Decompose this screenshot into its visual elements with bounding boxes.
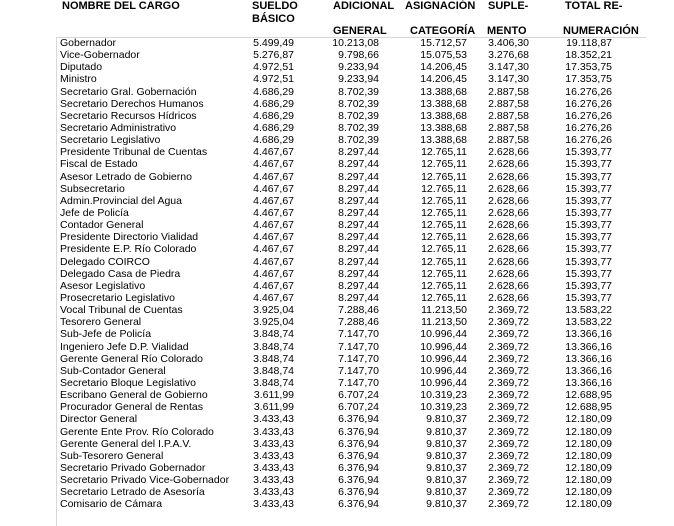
table-row xyxy=(0,37,674,49)
cell-asignacion-categoria: 11.213,50 xyxy=(421,304,467,317)
table-row xyxy=(0,426,674,438)
cell-sueldo-basico: 4.686,29 xyxy=(253,121,294,134)
cell-sueldo-basico: 4.972,51 xyxy=(253,61,294,74)
cell-suplemento: 2.887,58 xyxy=(488,121,529,134)
cell-adicional-general: 7.288,46 xyxy=(338,316,379,329)
table-row xyxy=(0,256,674,268)
cell-asignacion-categoria: 15.712,57 xyxy=(420,37,467,49)
cell-total-remuneracion: 15.393,77 xyxy=(565,219,612,232)
cell-cargo: Escribano General de Gobierno xyxy=(60,389,208,402)
cell-asignacion-categoria: 12.765,11 xyxy=(421,255,467,268)
cell-asignacion-categoria: 10.996,44 xyxy=(420,364,467,377)
cell-cargo: Admin.Provincial del Agua xyxy=(60,194,182,207)
cell-suplemento: 2.628,66 xyxy=(488,291,529,304)
cell-cargo: Delegado COIRCO xyxy=(60,255,150,268)
cell-cargo: Secretario Privado Gobernador xyxy=(60,461,206,474)
header-total-re: TOTAL RE- xyxy=(565,0,623,12)
cell-adicional-general: 6.376,94 xyxy=(338,474,379,487)
cell-sueldo-basico: 3.848,74 xyxy=(253,376,294,389)
cell-asignacion-categoria: 12.765,11 xyxy=(421,219,467,232)
cell-sueldo-basico: 4.467,67 xyxy=(253,291,294,304)
cell-sueldo-basico: 3.433,43 xyxy=(253,498,294,511)
cell-cargo: Ministro xyxy=(60,73,97,86)
cell-sueldo-basico: 3.925,04 xyxy=(253,316,294,329)
table-row xyxy=(0,401,674,413)
cell-adicional-general: 8.702,39 xyxy=(338,85,379,98)
cell-suplemento: 2.628,66 xyxy=(488,194,529,207)
cell-sueldo-basico: 4.686,29 xyxy=(253,85,294,98)
cell-cargo: Sub-Jefe de Policía xyxy=(60,328,152,341)
cell-total-remuneracion: 16.276,26 xyxy=(565,85,612,98)
cell-suplemento: 2.628,66 xyxy=(488,158,529,171)
cell-suplemento: 2.887,58 xyxy=(488,134,529,147)
cell-asignacion-categoria: 12.765,11 xyxy=(421,170,467,183)
cell-suplemento: 2.369,72 xyxy=(488,376,529,389)
cell-asignacion-categoria: 10.996,44 xyxy=(420,328,467,341)
cell-cargo: Presidente Tribunal de Cuentas xyxy=(60,146,208,159)
cell-asignacion-categoria: 14.206,45 xyxy=(420,61,467,74)
cell-adicional-general: 8.702,39 xyxy=(338,121,379,134)
cell-cargo: Gerente General Río Colorado xyxy=(60,352,203,365)
table-row xyxy=(0,110,674,122)
table-row xyxy=(0,134,674,146)
cell-suplemento: 2.369,72 xyxy=(488,340,529,353)
cell-cargo: Ingeniero Jefe D.P. Vialidad xyxy=(60,340,189,353)
cell-asignacion-categoria: 9.810,37 xyxy=(426,486,467,499)
cell-suplemento: 2.369,72 xyxy=(488,486,529,499)
cell-total-remuneracion: 12.180,09 xyxy=(565,449,612,462)
cell-adicional-general: 6.376,94 xyxy=(338,498,379,511)
cell-total-remuneracion: 13.366,16 xyxy=(565,352,612,365)
cell-suplemento: 2.369,72 xyxy=(488,401,529,414)
cell-cargo: Delegado Casa de Piedra xyxy=(60,267,181,280)
cell-asignacion-categoria: 12.765,11 xyxy=(421,279,467,292)
cell-cargo: Sub-Tesorero General xyxy=(60,449,164,462)
cell-asignacion-categoria: 15.075,53 xyxy=(420,49,467,62)
cell-suplemento: 3.406,30 xyxy=(488,37,529,49)
cell-cargo: Secretario Legislativo xyxy=(60,134,161,147)
cell-suplemento: 2.369,72 xyxy=(488,449,529,462)
cell-suplemento: 3.147,30 xyxy=(488,61,529,74)
cell-sueldo-basico: 3.433,43 xyxy=(253,449,294,462)
table-row xyxy=(0,413,674,425)
cell-total-remuneracion: 15.393,77 xyxy=(565,279,612,292)
cell-suplemento: 2.628,66 xyxy=(488,255,529,268)
table-row xyxy=(0,377,674,389)
cell-total-remuneracion: 12.180,09 xyxy=(565,425,612,438)
cell-suplemento: 2.628,66 xyxy=(488,146,529,159)
header-mento: MENTO xyxy=(487,25,527,37)
cell-sueldo-basico: 3.433,43 xyxy=(253,461,294,474)
cell-cargo: Comisario de Cámara xyxy=(60,498,163,511)
cell-total-remuneracion: 15.393,77 xyxy=(565,206,612,219)
cell-asignacion-categoria: 9.810,37 xyxy=(426,474,467,487)
table-row xyxy=(0,316,674,328)
cell-sueldo-basico: 3.433,43 xyxy=(253,437,294,450)
cell-cargo: Gerente Ente Prov. Río Colorado xyxy=(60,425,214,438)
cell-suplemento: 2.369,72 xyxy=(488,425,529,438)
cell-adicional-general: 8.297,44 xyxy=(338,158,379,171)
cell-adicional-general: 8.702,39 xyxy=(338,109,379,122)
cell-suplemento: 2.628,66 xyxy=(488,267,529,280)
cell-adicional-general: 9.233,94 xyxy=(338,73,379,86)
cell-sueldo-basico: 4.467,67 xyxy=(253,267,294,280)
table-row xyxy=(0,73,674,85)
cell-cargo: Presidente Directorio Vialidad xyxy=(60,231,199,244)
cell-suplemento: 2.887,58 xyxy=(488,109,529,122)
table-row xyxy=(0,171,674,183)
cell-asignacion-categoria: 9.810,37 xyxy=(426,425,467,438)
cell-total-remuneracion: 12.180,09 xyxy=(565,474,612,487)
cell-adicional-general: 7.147,70 xyxy=(338,340,379,353)
cell-total-remuneracion: 15.393,77 xyxy=(565,231,612,244)
header-categoria: CATEGORÍA xyxy=(410,25,476,37)
table-row xyxy=(0,231,674,243)
cell-sueldo-basico: 4.686,29 xyxy=(253,134,294,147)
cell-sueldo-basico: 4.467,67 xyxy=(253,279,294,292)
cell-total-remuneracion: 13.366,16 xyxy=(565,364,612,377)
cell-sueldo-basico: 3.848,74 xyxy=(253,364,294,377)
cell-adicional-general: 8.297,44 xyxy=(338,219,379,232)
cell-sueldo-basico: 4.467,67 xyxy=(253,194,294,207)
cell-adicional-general: 7.147,70 xyxy=(338,328,379,341)
cell-sueldo-basico: 4.686,29 xyxy=(253,109,294,122)
cell-total-remuneracion: 12.180,09 xyxy=(565,486,612,499)
table-row xyxy=(0,438,674,450)
cell-total-remuneracion: 15.393,77 xyxy=(565,267,612,280)
cell-total-remuneracion: 15.393,77 xyxy=(565,291,612,304)
table-row xyxy=(0,462,674,474)
cell-total-remuneracion: 12.180,09 xyxy=(565,437,612,450)
cell-total-remuneracion: 12.688,95 xyxy=(565,389,612,402)
cell-adicional-general: 10.213,08 xyxy=(332,37,379,49)
cell-asignacion-categoria: 12.765,11 xyxy=(421,194,467,207)
cell-asignacion-categoria: 9.810,37 xyxy=(426,461,467,474)
table-row xyxy=(0,280,674,292)
table-row xyxy=(0,389,674,401)
cell-asignacion-categoria: 10.319,23 xyxy=(420,401,467,414)
cell-cargo: Presidente E.P. Río Colorado xyxy=(60,243,197,256)
cell-suplemento: 3.147,30 xyxy=(488,73,529,86)
table-row xyxy=(0,49,674,61)
cell-suplemento: 2.628,66 xyxy=(488,182,529,195)
cell-suplemento: 2.628,66 xyxy=(488,219,529,232)
cell-total-remuneracion: 16.276,26 xyxy=(565,109,612,122)
cell-adicional-general: 8.297,44 xyxy=(338,255,379,268)
cell-sueldo-basico: 3.848,74 xyxy=(253,328,294,341)
cell-adicional-general: 8.702,39 xyxy=(338,97,379,110)
cell-total-remuneracion: 19.118,87 xyxy=(566,37,612,49)
cell-adicional-general: 7.147,70 xyxy=(338,352,379,365)
cell-total-remuneracion: 18.352,21 xyxy=(565,49,612,62)
table-row xyxy=(0,158,674,170)
cell-adicional-general: 8.297,44 xyxy=(338,182,379,195)
cell-asignacion-categoria: 12.765,11 xyxy=(421,146,467,159)
cell-adicional-general: 8.297,44 xyxy=(338,267,379,280)
header-nombre-del-cargo: NOMBRE DEL CARGO xyxy=(62,0,180,12)
cell-adicional-general: 9.233,94 xyxy=(338,61,379,74)
cell-suplemento: 2.369,72 xyxy=(488,352,529,365)
cell-total-remuneracion: 15.393,77 xyxy=(565,255,612,268)
cell-total-remuneracion: 12.180,09 xyxy=(565,498,612,511)
cell-suplemento: 2.887,58 xyxy=(488,97,529,110)
table-row xyxy=(0,474,674,486)
cell-cargo: Gerente General del I.P.A.V. xyxy=(60,437,192,450)
cell-sueldo-basico: 3.848,74 xyxy=(253,340,294,353)
table-row xyxy=(0,328,674,340)
cell-suplemento: 2.628,66 xyxy=(488,279,529,292)
cell-cargo: Secretario Gral. Gobernación xyxy=(60,85,197,98)
cell-suplemento: 2.369,72 xyxy=(488,461,529,474)
cell-cargo: Vocal Tribunal de Cuentas xyxy=(60,304,183,317)
cell-cargo: Secretario Administrativo xyxy=(60,121,177,134)
cell-sueldo-basico: 4.467,67 xyxy=(253,243,294,256)
cell-suplemento: 2.628,66 xyxy=(488,243,529,256)
cell-asignacion-categoria: 10.319,23 xyxy=(420,389,467,402)
cell-cargo: Secretario Privado Vice-Gobernador xyxy=(60,474,230,487)
table-row xyxy=(0,219,674,231)
cell-total-remuneracion: 13.583,22 xyxy=(565,304,612,317)
header-general: GENERAL xyxy=(333,25,387,37)
cell-cargo: Secretario Recursos Hídricos xyxy=(60,109,197,122)
cell-total-remuneracion: 16.276,26 xyxy=(565,134,612,147)
cell-sueldo-basico: 3.611,99 xyxy=(253,401,294,414)
table-row xyxy=(0,292,674,304)
cell-asignacion-categoria: 12.765,11 xyxy=(421,158,467,171)
cell-sueldo-basico: 3.848,74 xyxy=(253,352,294,365)
cell-sueldo-basico: 4.686,29 xyxy=(253,97,294,110)
cell-asignacion-categoria: 13.388,68 xyxy=(420,134,467,147)
cell-adicional-general: 6.376,94 xyxy=(338,486,379,499)
cell-asignacion-categoria: 14.206,45 xyxy=(420,73,467,86)
cell-sueldo-basico: 3.611,99 xyxy=(253,389,294,402)
cell-adicional-general: 7.147,70 xyxy=(338,364,379,377)
header-asignacion: ASIGNACIÓN xyxy=(405,0,476,12)
cell-asignacion-categoria: 12.765,11 xyxy=(421,182,467,195)
cell-adicional-general: 6.376,94 xyxy=(338,449,379,462)
cell-suplemento: 2.369,72 xyxy=(488,364,529,377)
cell-total-remuneracion: 15.393,77 xyxy=(565,158,612,171)
cell-total-remuneracion: 16.276,26 xyxy=(565,97,612,110)
cell-adicional-general: 8.297,44 xyxy=(338,243,379,256)
cell-suplemento: 2.369,72 xyxy=(488,304,529,317)
cell-asignacion-categoria: 13.388,68 xyxy=(420,97,467,110)
cell-asignacion-categoria: 10.996,44 xyxy=(420,352,467,365)
cell-asignacion-categoria: 9.810,37 xyxy=(426,498,467,511)
cell-asignacion-categoria: 13.388,68 xyxy=(420,109,467,122)
cell-cargo: Prosecretario Legislativo xyxy=(60,291,175,304)
table-row xyxy=(0,498,674,510)
cell-cargo: Secretario Derechos Humanos xyxy=(60,97,204,110)
cell-asignacion-categoria: 12.765,11 xyxy=(421,231,467,244)
cell-asignacion-categoria: 10.996,44 xyxy=(420,340,467,353)
cell-adicional-general: 6.376,94 xyxy=(338,461,379,474)
table-row xyxy=(0,61,674,73)
cell-suplemento: 2.628,66 xyxy=(488,206,529,219)
cell-total-remuneracion: 12.180,09 xyxy=(565,461,612,474)
cell-sueldo-basico: 4.467,67 xyxy=(253,170,294,183)
table-row xyxy=(0,183,674,195)
table-row xyxy=(0,122,674,134)
cell-asignacion-categoria: 12.765,11 xyxy=(421,267,467,280)
cell-total-remuneracion: 12.180,09 xyxy=(565,413,612,426)
table-row xyxy=(0,304,674,316)
cell-cargo: Sub-Contador General xyxy=(60,364,166,377)
cell-cargo: Asesor Legislativo xyxy=(60,279,146,292)
cell-suplemento: 2.369,72 xyxy=(488,316,529,329)
cell-adicional-general: 6.376,94 xyxy=(338,413,379,426)
cell-adicional-general: 8.702,39 xyxy=(338,134,379,147)
cell-cargo: Vice-Gobernador xyxy=(60,49,140,62)
cell-cargo: Jefe de Policía xyxy=(60,206,129,219)
cell-suplemento: 2.369,72 xyxy=(488,474,529,487)
cell-cargo: Asesor Letrado de Gobierno xyxy=(60,170,192,183)
cell-asignacion-categoria: 11.213,50 xyxy=(421,316,467,329)
cell-asignacion-categoria: 12.765,11 xyxy=(421,291,467,304)
cell-total-remuneracion: 15.393,77 xyxy=(565,194,612,207)
cell-adicional-general: 8.297,44 xyxy=(338,146,379,159)
cell-adicional-general: 6.707,24 xyxy=(338,401,379,414)
cell-total-remuneracion: 15.393,77 xyxy=(565,146,612,159)
cell-asignacion-categoria: 13.388,68 xyxy=(420,85,467,98)
cell-cargo: Procurador General de Rentas xyxy=(60,401,203,414)
cell-total-remuneracion: 12.688,95 xyxy=(565,401,612,414)
cell-sueldo-basico: 4.467,67 xyxy=(253,158,294,171)
cell-total-remuneracion: 16.276,26 xyxy=(565,121,612,134)
cell-total-remuneracion: 17.353,75 xyxy=(565,73,612,86)
cell-total-remuneracion: 15.393,77 xyxy=(565,170,612,183)
cell-suplemento: 2.369,72 xyxy=(488,328,529,341)
table-row xyxy=(0,195,674,207)
table-row xyxy=(0,243,674,255)
cell-cargo: Director General xyxy=(60,413,138,426)
cell-sueldo-basico: 4.467,67 xyxy=(253,219,294,232)
cell-sueldo-basico: 5.276,87 xyxy=(253,49,294,62)
cell-adicional-general: 7.288,46 xyxy=(338,304,379,317)
cell-adicional-general: 9.798,66 xyxy=(338,49,379,62)
cell-cargo: Subsecretario xyxy=(60,182,125,195)
cell-sueldo-basico: 3.433,43 xyxy=(253,474,294,487)
table-row xyxy=(0,486,674,498)
cell-adicional-general: 8.297,44 xyxy=(338,279,379,292)
cell-sueldo-basico: 4.467,67 xyxy=(253,182,294,195)
cell-adicional-general: 8.297,44 xyxy=(338,291,379,304)
cell-adicional-general: 8.297,44 xyxy=(338,194,379,207)
table-row xyxy=(0,98,674,110)
cell-asignacion-categoria: 12.765,11 xyxy=(421,243,467,256)
cell-total-remuneracion: 15.393,77 xyxy=(565,243,612,256)
table-row xyxy=(0,365,674,377)
cell-cargo: Diputado xyxy=(60,61,103,74)
cell-cargo: Gobernador xyxy=(60,37,117,49)
table-row xyxy=(0,146,674,158)
header-basico: BÁSICO xyxy=(252,13,295,25)
cell-total-remuneracion: 15.393,77 xyxy=(565,182,612,195)
cell-asignacion-categoria: 9.810,37 xyxy=(426,449,467,462)
cell-adicional-general: 8.297,44 xyxy=(338,206,379,219)
header-adicional: ADICIONAL xyxy=(333,0,395,12)
table-row xyxy=(0,86,674,98)
cell-sueldo-basico: 4.467,67 xyxy=(253,231,294,244)
cell-sueldo-basico: 3.433,43 xyxy=(253,425,294,438)
cell-adicional-general: 8.297,44 xyxy=(338,231,379,244)
cell-asignacion-categoria: 9.810,37 xyxy=(426,437,467,450)
cell-sueldo-basico: 4.467,67 xyxy=(253,146,294,159)
cell-asignacion-categoria: 9.810,37 xyxy=(426,413,467,426)
cell-suplemento: 3.276,68 xyxy=(488,49,529,62)
cell-adicional-general: 6.376,94 xyxy=(338,437,379,450)
cell-total-remuneracion: 13.366,16 xyxy=(565,376,612,389)
cell-adicional-general: 8.297,44 xyxy=(338,170,379,183)
cell-suplemento: 2.369,72 xyxy=(488,413,529,426)
table-row xyxy=(0,207,674,219)
cell-asignacion-categoria: 13.388,68 xyxy=(420,121,467,134)
cell-sueldo-basico: 4.972,51 xyxy=(253,73,294,86)
cell-sueldo-basico: 3.433,43 xyxy=(253,413,294,426)
cell-sueldo-basico: 4.467,67 xyxy=(253,255,294,268)
cell-total-remuneracion: 17.353,75 xyxy=(565,61,612,74)
cell-cargo: Tesorero General xyxy=(60,316,142,329)
cell-adicional-general: 7.147,70 xyxy=(338,376,379,389)
cell-adicional-general: 6.707,24 xyxy=(338,389,379,402)
cell-suplemento: 2.369,72 xyxy=(488,437,529,450)
header-sueldo: SUELDO xyxy=(252,0,298,12)
cell-total-remuneracion: 13.366,16 xyxy=(565,328,612,341)
cell-cargo: Fiscal de Estado xyxy=(60,158,138,171)
cell-suplemento: 2.369,72 xyxy=(488,389,529,402)
cell-sueldo-basico: 5.499,49 xyxy=(253,37,294,49)
cell-asignacion-categoria: 10.996,44 xyxy=(420,376,467,389)
cell-sueldo-basico: 3.433,43 xyxy=(253,486,294,499)
cell-cargo: Secretario Bloque Legislativo xyxy=(60,376,196,389)
cell-suplemento: 2.628,66 xyxy=(488,170,529,183)
cell-total-remuneracion: 13.583,22 xyxy=(565,316,612,329)
cell-sueldo-basico: 3.925,04 xyxy=(253,304,294,317)
salary-table-body xyxy=(0,37,674,510)
cell-cargo: Secretario Letrado de Asesoría xyxy=(60,486,205,499)
table-row xyxy=(0,450,674,462)
header-numeracion: NUMERACIÓN xyxy=(563,25,639,37)
header-suple: SUPLE- xyxy=(488,0,529,12)
table-row xyxy=(0,268,674,280)
cell-suplemento: 2.369,72 xyxy=(488,498,529,511)
cell-total-remuneracion: 13.366,16 xyxy=(565,340,612,353)
cell-cargo: Contador General xyxy=(60,219,144,232)
cell-asignacion-categoria: 12.765,11 xyxy=(421,206,467,219)
cell-adicional-general: 6.376,94 xyxy=(338,425,379,438)
table-row xyxy=(0,353,674,365)
cell-sueldo-basico: 4.467,67 xyxy=(253,206,294,219)
cell-suplemento: 2.887,58 xyxy=(488,85,529,98)
cell-suplemento: 2.628,66 xyxy=(488,231,529,244)
table-row xyxy=(0,341,674,353)
